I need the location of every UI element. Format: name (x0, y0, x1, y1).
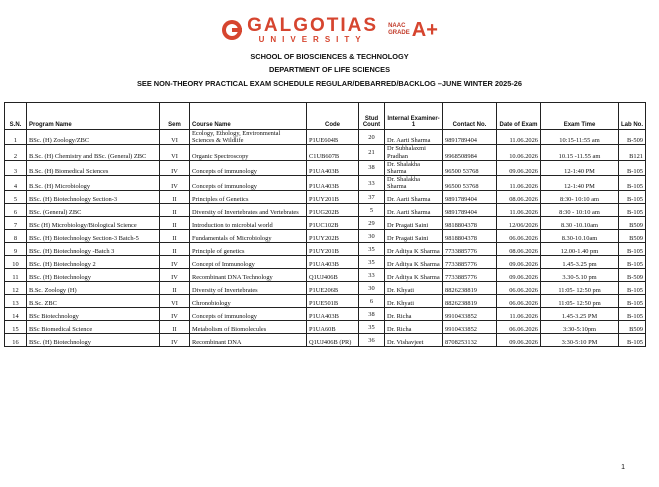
cell-contact: 9910433852 (443, 308, 497, 321)
cell-examiner: Dr. Vishavjeet (385, 334, 443, 347)
cell-program: B.Sc. Zoology (H) (27, 282, 160, 295)
cell-course: Chronobiology (190, 295, 307, 308)
cell-time: 3.30-5.10 pm (541, 269, 619, 282)
cell-date: 11.06.2026 (497, 308, 541, 321)
cell-code: P1UA403B (307, 176, 359, 191)
naac-grade: A+ (411, 18, 438, 41)
cell-sn: 4 (5, 176, 27, 191)
cell-date: 11.06.2026 (497, 204, 541, 217)
cell-program: B.Sc. (H) Microbiology (27, 176, 160, 191)
cell-sem: IV (160, 256, 190, 269)
cell-sem: VI (160, 145, 190, 160)
exam-schedule-table (4, 102, 646, 347)
cell-course: Recombinant DNA (190, 334, 307, 347)
cell-count: 29 (359, 217, 385, 230)
department-heading: DEPARTMENT OF LIFE SCIENCES (269, 65, 390, 74)
table-row (5, 243, 646, 256)
cell-time: 12-1:40 PM (541, 160, 619, 175)
table-row (5, 204, 646, 217)
cell-lab: B-509 (619, 130, 646, 145)
table-row (5, 308, 646, 321)
cell-time: 10:15-11:55 am (541, 130, 619, 145)
table-row (5, 334, 646, 347)
cell-lab: B-105 (619, 334, 646, 347)
column-header-sn: S.N. (5, 103, 27, 130)
cell-count: 33 (359, 269, 385, 282)
cell-sn: 9 (5, 243, 27, 256)
cell-date: 09.06.2026 (497, 334, 541, 347)
logo-name: GALGOTIAS (247, 15, 379, 36)
cell-date: 06.06.2026 (497, 295, 541, 308)
cell-sn: 12 (5, 282, 27, 295)
cell-sem: IV (160, 176, 190, 191)
table-row (5, 217, 646, 230)
logo-wordmark (247, 16, 378, 44)
cell-lab: B-509 (619, 269, 646, 282)
cell-code: Q1UJ406B (307, 269, 359, 282)
cell-sem: II (160, 204, 190, 217)
cell-program: BSc Biomedical Science (27, 321, 160, 334)
cell-sem: IV (160, 308, 190, 321)
cell-count: 30 (359, 230, 385, 243)
schedule-title: SEE NON-THEORY PRACTICAL EXAM SCHEDULE REGULAR/DEBARRED/BACKLOG –JUNE WINTER 2025-26 (136, 79, 523, 88)
cell-program: B.Sc. ZBC (27, 295, 160, 308)
column-header-lab: Lab No. (619, 103, 646, 130)
cell-course: Concepts of immunology (190, 160, 307, 175)
cell-sn: 5 (5, 191, 27, 204)
cell-contact: 7733885776 (443, 256, 497, 269)
cell-sn: 8 (5, 230, 27, 243)
cell-examiner: Dr. Richa (385, 308, 443, 321)
cell-course: Diversity of Invertebrates (190, 282, 307, 295)
cell-contact: 9910433852 (443, 321, 497, 334)
cell-contact: 9818804378 (443, 230, 497, 243)
cell-code: P1UC102B (307, 217, 359, 230)
cell-examiner: Dr Aditya K Sharma (385, 256, 443, 269)
cell-code: P1UA403B (307, 256, 359, 269)
cell-count: 38 (359, 160, 385, 175)
cell-sem: II (160, 243, 190, 256)
cell-date: 08.06.2026 (497, 191, 541, 204)
cell-code: P1UY201B (307, 243, 359, 256)
cell-course: Metabolism of Biomolecules (190, 321, 307, 334)
cell-count: 30 (359, 282, 385, 295)
cell-course: Concepts of immunology (190, 308, 307, 321)
cell-sem: IV (160, 334, 190, 347)
cell-contact: 9891789404 (443, 204, 497, 217)
cell-contact: 96500 53768 (443, 160, 497, 175)
cell-lab: B121 (619, 145, 646, 160)
cell-code: P1UE604B (307, 130, 359, 145)
cell-time: 8.30 -10.10am (541, 217, 619, 230)
cell-code: P1UY201B (307, 191, 359, 204)
cell-time: 10.15 -11.55 am (541, 145, 619, 160)
column-header-contact: Contact No. (443, 103, 497, 130)
cell-program: BSc. (General) ZBC (27, 204, 160, 217)
cell-time: 8:30 - 10:10 am (541, 204, 619, 217)
cell-sem: VI (160, 130, 190, 145)
table-row (5, 321, 646, 334)
cell-sn: 6 (5, 204, 27, 217)
table-row (5, 145, 646, 160)
cell-count: 35 (359, 256, 385, 269)
cell-examiner: Dr. Shalakha Sharma (385, 176, 443, 191)
cell-program: B.Sc. (H) Biomedical Sciences (27, 160, 160, 175)
cell-count: 35 (359, 321, 385, 334)
cell-program: B.Sc. (H) Chemistry and BSc. (General) ZBC (27, 145, 160, 160)
cell-code: P1UA403B (307, 160, 359, 175)
table-row (5, 160, 646, 175)
cell-examiner: Dr Pragati Saini (385, 230, 443, 243)
cell-date: 09.06.2026 (497, 269, 541, 282)
cell-program: BSc Biotechnology (27, 308, 160, 321)
cell-date: 06.06.2026 (497, 282, 541, 295)
cell-lab: B-105 (619, 243, 646, 256)
cell-count: 35 (359, 243, 385, 256)
cell-time: 11:05- 12:50 pm (541, 295, 619, 308)
cell-time: 11:05- 12:50 pm (541, 282, 619, 295)
cell-contact: 9818804378 (443, 217, 497, 230)
cell-time: 12-1:40 PM (541, 176, 619, 191)
cell-examiner: Dr. Khyati (385, 282, 443, 295)
cell-code: P1UA403B (307, 308, 359, 321)
cell-sem: II (160, 321, 190, 334)
cell-course: Introduction to microbial world (190, 217, 307, 230)
cell-sem: II (160, 217, 190, 230)
table-header-row (5, 103, 646, 130)
cell-course: Ecology, Ethology, Environmental Sciences & Wildlife (190, 130, 307, 145)
cell-course: Principle of genetics (190, 243, 307, 256)
cell-date: 06.06.2026 (497, 321, 541, 334)
table-row (5, 130, 646, 145)
cell-count: 33 (359, 176, 385, 191)
cell-sn: 3 (5, 160, 27, 175)
cell-sn: 1 (5, 130, 27, 145)
school-heading: SCHOOL OF BIOSCIENCES & TECHNOLOGY (250, 52, 409, 61)
cell-sn: 16 (5, 334, 27, 347)
cell-sn: 15 (5, 321, 27, 334)
cell-contact: 8826238819 (443, 282, 497, 295)
cell-contact: 96500 53768 (443, 176, 497, 191)
cell-examiner: Dr. Shalakha Sharma (385, 160, 443, 175)
cell-date: 11.06.2026 (497, 130, 541, 145)
cell-lab: B-105 (619, 308, 646, 321)
cell-examiner: Dr Aditya K Sharma (385, 269, 443, 282)
cell-contact: 9891789404 (443, 191, 497, 204)
cell-contact: 7733885776 (443, 269, 497, 282)
cell-lab: B-105 (619, 282, 646, 295)
column-header-date: Date of Exam (497, 103, 541, 130)
cell-course: Recombinant DNA Technology (190, 269, 307, 282)
cell-program: BSc (H) Microbiology/Biological Science (27, 217, 160, 230)
column-header-course: Course Name (190, 103, 307, 130)
cell-sem: IV (160, 160, 190, 175)
table-row (5, 282, 646, 295)
cell-time: 3:30-5:10 PM (541, 334, 619, 347)
cell-count: 21 (359, 145, 385, 160)
cell-lab: B509 (619, 217, 646, 230)
cell-program: BSc. (H) Biotechnology 2 (27, 256, 160, 269)
cell-program: BSc. (H) Biotechnology Section-3 Batch-5 (27, 230, 160, 243)
page-number: 1 (621, 464, 625, 471)
cell-lab: B509 (619, 230, 646, 243)
table-row (5, 295, 646, 308)
cell-contact: 8708253132 (443, 334, 497, 347)
cell-count: 5 (359, 204, 385, 217)
cell-course: Diversity of Invertebrates and Vertebrates (190, 204, 307, 217)
cell-sem: II (160, 230, 190, 243)
cell-program: BSc. (H) Zoology/ZBC (27, 130, 160, 145)
cell-program: BSc. (H) Biotechnology Section-3 (27, 191, 160, 204)
cell-course: Principles of Genetics (190, 191, 307, 204)
cell-lab: B-105 (619, 204, 646, 217)
cell-date: 08.06.2026 (497, 243, 541, 256)
cell-lab: B509 (619, 321, 646, 334)
cell-examiner: Dr. Khyati (385, 295, 443, 308)
cell-time: 1.45-3.25 PM (541, 308, 619, 321)
cell-time: 8:30- 10:10 am (541, 191, 619, 204)
logo-subtitle: UNIVERSITY (258, 35, 367, 44)
column-header-count: Stud Count (359, 103, 385, 130)
column-header-code: Code (307, 103, 359, 130)
cell-time: 8.30-10.10am (541, 230, 619, 243)
cell-date: 06.06.2026 (497, 230, 541, 243)
table-row (5, 176, 646, 191)
cell-count: 37 (359, 191, 385, 204)
cell-lab: B-105 (619, 176, 646, 191)
cell-course: Concept of Immunology (190, 256, 307, 269)
cell-program: BSc. (H) Biotechnology (27, 334, 160, 347)
column-header-program: Program Name (27, 103, 160, 130)
cell-program: BSc. (H) Biotechnology (27, 269, 160, 282)
cell-sn: 14 (5, 308, 27, 321)
cell-count: 20 (359, 130, 385, 145)
cell-contact: 9968508984 (443, 145, 497, 160)
cell-contact: 7733885776 (443, 243, 497, 256)
cell-examiner: Dr. Aarti Sharma (385, 204, 443, 217)
naac-grade-label: GRADE (388, 30, 410, 36)
cell-time: 12.00-1.40 pm (541, 243, 619, 256)
naac-label: NAAC (388, 23, 406, 30)
cell-sem: II (160, 191, 190, 204)
cell-code: P1UE206B (307, 282, 359, 295)
cell-examiner: Dr. Richa (385, 321, 443, 334)
table-row (5, 256, 646, 269)
cell-code: P1UA60B (307, 321, 359, 334)
cell-code: P1UY202B (307, 230, 359, 243)
cell-course: Fundamentals of Microbiology (190, 230, 307, 243)
cell-code: P1UE501B (307, 295, 359, 308)
cell-code: Q1UJ406B (PR) (307, 334, 359, 347)
cell-time: 1.45-3.25 pm (541, 256, 619, 269)
cell-lab: B-105 (619, 295, 646, 308)
column-header-time: Exam Time (541, 103, 619, 130)
naac-badge (388, 19, 438, 42)
column-header-examiner: Internal Examiner-1 (385, 103, 443, 130)
cell-code: C1UB607B (307, 145, 359, 160)
table-row (5, 191, 646, 204)
table-row (5, 269, 646, 282)
cell-date: 09.06.2026 (497, 160, 541, 175)
cell-time: 3:30-5:10pm (541, 321, 619, 334)
cell-contact: 9891789404 (443, 130, 497, 145)
cell-contact: 8826238819 (443, 295, 497, 308)
cell-examiner: Dr. Aarti Sharma (385, 130, 443, 145)
cell-code: P1UG202B (307, 204, 359, 217)
cell-examiner: Dr Subhalaxmi Pradhan (385, 145, 443, 160)
cell-sn: 7 (5, 217, 27, 230)
cell-lab: B-105 (619, 256, 646, 269)
cell-sn: 10 (5, 256, 27, 269)
table-row (5, 230, 646, 243)
cell-program: BSc. (H) Biotechnology -Batch 3 (27, 243, 160, 256)
cell-examiner: Dr. Aarti Sharma (385, 191, 443, 204)
cell-count: 6 (359, 295, 385, 308)
cell-course: Organic Spectroscopy (190, 145, 307, 160)
cell-examiner: Dr Pragati Saini (385, 217, 443, 230)
cell-date: 10.06.2026 (497, 145, 541, 160)
cell-course: Concepts of immunology (190, 176, 307, 191)
cell-lab: B-105 (619, 191, 646, 204)
cell-examiner: Dr Aditya K Sharma (385, 243, 443, 256)
cell-lab: B-105 (619, 160, 646, 175)
university-logo (0, 13, 659, 47)
cell-sn: 2 (5, 145, 27, 160)
logo-emblem-icon (221, 19, 243, 41)
cell-date: 09.06.2026 (497, 256, 541, 269)
cell-sn: 11 (5, 269, 27, 282)
cell-count: 36 (359, 334, 385, 347)
cell-sem: IV (160, 269, 190, 282)
cell-date: 11.06.2026 (497, 176, 541, 191)
cell-sn: 13 (5, 295, 27, 308)
column-header-sem: Sem (160, 103, 190, 130)
cell-sem: II (160, 282, 190, 295)
cell-count: 38 (359, 308, 385, 321)
cell-sem: VI (160, 295, 190, 308)
cell-date: 12/06/2026 (497, 217, 541, 230)
